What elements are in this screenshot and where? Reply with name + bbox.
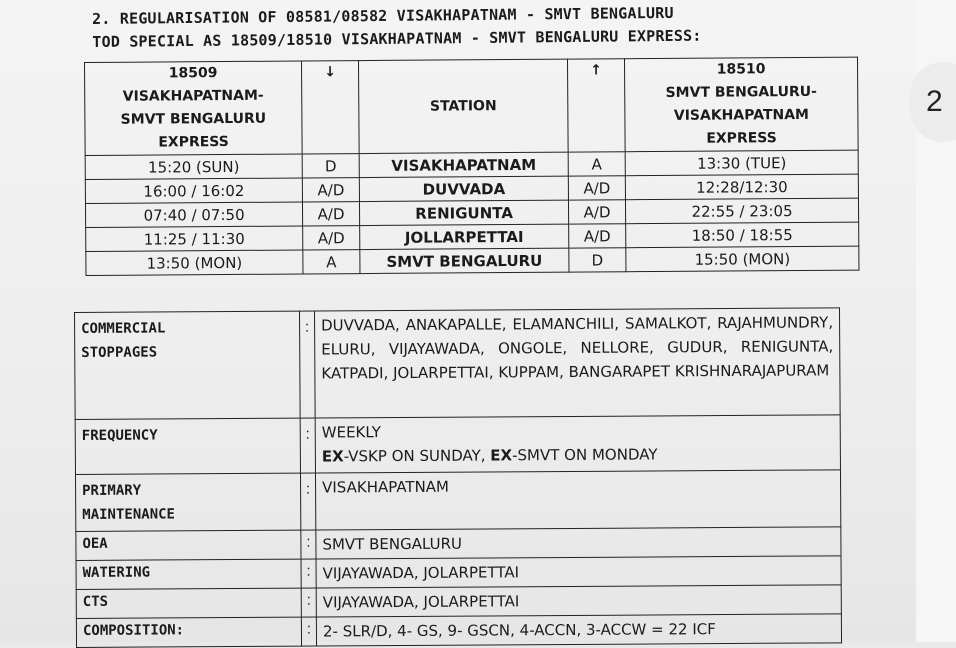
commercial-stoppages-label: COMMERCIAL STOPPAGES bbox=[75, 311, 301, 419]
frequency-value bbox=[315, 415, 840, 473]
train-18510-header bbox=[624, 57, 858, 152]
station-name: VISAKHAPATNAM bbox=[359, 152, 568, 177]
watering-row bbox=[76, 556, 841, 590]
timetable-header-row bbox=[85, 57, 859, 155]
heading-line-1: 2. REGULARISATION OF 08581/08582 VISAKHAPATNAM - SMVT BENGALURU bbox=[92, 3, 674, 28]
down-arrow-icon: ↓ bbox=[301, 61, 359, 154]
section-heading bbox=[92, 0, 852, 54]
station-header: STATION bbox=[358, 59, 568, 153]
arr-dep-18510: A bbox=[568, 152, 625, 176]
time-18509: 13:50 (MON) bbox=[86, 250, 303, 276]
arr-dep-18509: A/D bbox=[302, 178, 359, 202]
heading-line-2: TOD SPECIAL AS 18509/18510 VISAKHAPATNAM - SMVT BENGALURU EXPRESS: bbox=[92, 26, 702, 51]
train-name-line: SMVT BENGALURU bbox=[120, 110, 267, 128]
station-name: RENIGUNTA bbox=[359, 200, 568, 225]
primary-maintenance-label: PRIMARY MAINTENANCE bbox=[75, 473, 300, 531]
time-18510: 15:50 (MON) bbox=[626, 246, 859, 272]
frequency-label: FREQUENCY bbox=[75, 418, 300, 474]
train-name-line: VISAKHAPATNAM bbox=[673, 106, 810, 124]
colon: : bbox=[301, 588, 316, 617]
colon: : bbox=[299, 311, 315, 418]
train-18509-header bbox=[85, 61, 303, 156]
train-name-line: VISAKHAPATNAM- bbox=[122, 87, 264, 105]
arr-dep-18510: A/D bbox=[568, 176, 625, 200]
cts-row bbox=[76, 585, 841, 619]
commercial-stoppages-row bbox=[75, 308, 841, 420]
time-18509: 16:00 / 16:02 bbox=[85, 178, 302, 204]
page-tab[interactable] bbox=[910, 62, 956, 142]
station-name: DUVVADA bbox=[359, 176, 568, 201]
arr-dep-18509: D bbox=[302, 154, 359, 178]
colon: : bbox=[300, 473, 315, 530]
cts-value: VIJAYAWADA, JOLARPETTAI bbox=[316, 585, 841, 617]
time-18510: 13:30 (TUE) bbox=[625, 150, 858, 176]
colon: : bbox=[301, 559, 316, 588]
primary-maintenance-value: VISAKHAPATNAM bbox=[315, 470, 840, 530]
frequency-weekly: WEEKLY bbox=[321, 423, 381, 442]
arr-dep-18509: A/D bbox=[303, 226, 360, 250]
commercial-stoppages-value: DUVVADA, ANAKAPALLE, ELAMANCHILI, SAMALKOT, RAJAHMUNDRY, ELURU, VIJAYAWADA, ONGOLE, NELLORE, GUDUR, RENIGUNTA, KATPADI, JOLARPETTAI, KUPPAM, BANGARAPET KRISHNARAJAPURAM bbox=[314, 308, 840, 418]
watering-label: WATERING bbox=[76, 559, 301, 589]
station-name: JOLLARPETTAI bbox=[360, 224, 569, 249]
colon: : bbox=[301, 617, 316, 646]
station-name: SMVT BENGALURU bbox=[360, 248, 569, 273]
time-18509: 07:40 / 07:50 bbox=[85, 202, 302, 228]
train-name-line: EXPRESS bbox=[158, 133, 229, 151]
arr-dep-18510: A/D bbox=[569, 224, 626, 248]
train-name-line: EXPRESS bbox=[706, 130, 777, 147]
composition-label: COMPOSITION: bbox=[76, 617, 301, 647]
colon: : bbox=[300, 418, 315, 473]
timetable bbox=[84, 57, 859, 276]
side-panel bbox=[916, 0, 956, 642]
arr-dep-18510: D bbox=[569, 248, 626, 272]
page-tab-label: 2 bbox=[926, 85, 943, 118]
train-number: 18510 bbox=[716, 61, 766, 78]
details-table bbox=[74, 307, 842, 648]
frequency-row bbox=[75, 415, 840, 475]
oea-row bbox=[76, 527, 841, 561]
time-18510: 18:50 / 18:55 bbox=[626, 222, 859, 248]
colon: : bbox=[301, 530, 316, 559]
arr-dep-18509: A bbox=[303, 250, 360, 274]
up-arrow-icon: ↑ bbox=[567, 59, 625, 152]
watering-value: VIJAYAWADA, JOLARPETTAI bbox=[316, 556, 841, 588]
cts-label: CTS bbox=[76, 588, 301, 618]
oea-value: SMVT BENGALURU bbox=[316, 527, 841, 559]
train-name-line: SMVT BENGALURU- bbox=[665, 83, 817, 101]
table-row bbox=[86, 246, 859, 275]
primary-maintenance-row bbox=[75, 470, 840, 532]
time-18510: 12:28/12:30 bbox=[625, 174, 858, 200]
train-number: 18509 bbox=[168, 65, 218, 82]
arr-dep-18509: A/D bbox=[302, 202, 359, 226]
time-18510: 22:55 / 23:05 bbox=[625, 198, 858, 224]
arr-dep-18510: A/D bbox=[568, 200, 625, 224]
time-18509: 15:20 (SUN) bbox=[85, 154, 302, 180]
composition-value: 2- SLR/D, 4- GS, 9- GSCN, 4-ACCN, 3-ACCW = 22 ICF bbox=[316, 614, 841, 646]
oea-label: OEA bbox=[76, 530, 301, 560]
frequency-detail: EX-VSKP ON SUNDAY, EX-SMVT ON MONDAY bbox=[321, 445, 658, 466]
time-18509: 11:25 / 11:30 bbox=[86, 226, 303, 252]
composition-row bbox=[76, 614, 841, 648]
